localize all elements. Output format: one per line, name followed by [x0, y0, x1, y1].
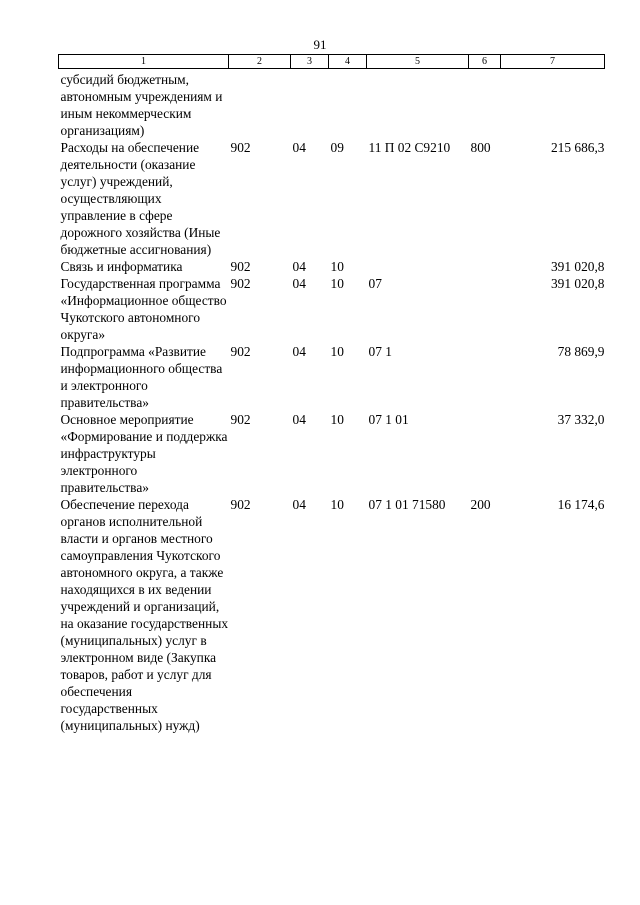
- row-section: 04: [292, 497, 306, 512]
- table-row: [59, 275, 605, 343]
- header-col-7: 7: [501, 55, 605, 69]
- header-row: [59, 55, 605, 69]
- header-col-6: 6: [469, 55, 501, 69]
- budget-table: [58, 54, 605, 734]
- row-ministry: 902: [230, 412, 251, 427]
- row-expense-type: [469, 343, 501, 411]
- row-ministry: 902: [230, 344, 251, 359]
- row-subsection: 09: [330, 140, 344, 155]
- row-section: 04: [292, 412, 306, 427]
- row-expense-type: [469, 258, 501, 275]
- row-subsection: 10: [330, 412, 344, 427]
- row-section: [291, 69, 329, 140]
- header-col-2: 2: [229, 55, 291, 69]
- table-row: [59, 343, 605, 411]
- row-ministry: 902: [230, 140, 251, 155]
- row-amount: 391 020,8: [550, 276, 605, 291]
- row-target: 07 1: [368, 344, 392, 359]
- row-target: 11 П 02 С9210: [368, 140, 451, 155]
- row-section: 04: [292, 344, 306, 359]
- row-expense-type: [469, 411, 501, 496]
- row-name: Основное мероприятие «Формирование и поддержка инфраструктуры электронного правительства»: [60, 412, 228, 495]
- row-subsection: 10: [330, 344, 344, 359]
- header-col-4: 4: [329, 55, 367, 69]
- row-expense-type: 200: [470, 497, 491, 512]
- row-name: Расходы на обеспечение деятельности (оказание услуг) учреждений, осуществляющих управление в сфере дорожного хозяйства (Иные бюджетные ассигнования): [60, 140, 221, 257]
- row-name: Государственная программа «Информационное общество Чукотского автономного округа»: [60, 276, 227, 342]
- table-row: [59, 411, 605, 496]
- header-col-5: 5: [367, 55, 469, 69]
- row-expense-type: 800: [470, 140, 491, 155]
- row-amount: [501, 69, 605, 140]
- row-target: [367, 69, 469, 140]
- header-col-3: 3: [291, 55, 329, 69]
- table-row: [59, 258, 605, 275]
- table-row: [59, 496, 605, 734]
- row-target: 07 1 01: [368, 412, 409, 427]
- row-target: 07: [368, 276, 382, 291]
- row-ministry: [229, 69, 291, 140]
- row-amount: 16 174,6: [557, 497, 605, 512]
- row-expense-type: [469, 69, 501, 140]
- row-target: [367, 258, 469, 275]
- row-subsection: [329, 69, 367, 140]
- row-ministry: 902: [230, 276, 251, 291]
- row-ministry: 902: [230, 497, 251, 512]
- row-section: 04: [292, 276, 306, 291]
- row-subsection: 10: [330, 276, 344, 291]
- row-name: субсидий бюджетным, автономным учреждениям и иным некоммерческим организациям): [60, 72, 223, 138]
- page-number: 91: [313, 37, 327, 52]
- row-section: 04: [292, 259, 306, 274]
- row-amount: 215 686,3: [550, 140, 605, 155]
- row-amount: 391 020,8: [550, 259, 605, 274]
- row-subsection: 10: [330, 497, 344, 512]
- row-name: Подпрограмма «Развитие информационного общества и электронного правительства»: [60, 344, 223, 410]
- row-amount: 37 332,0: [557, 412, 605, 427]
- row-target: 07 1 01 71580: [368, 497, 446, 512]
- row-expense-type: [469, 275, 501, 343]
- row-name: Связь и информатика: [60, 259, 183, 274]
- row-subsection: 10: [330, 259, 344, 274]
- row-name: Обеспечение перехода органов исполнительной власти и органов местного самоуправления Чукотского автономного округа, а также находящихся в их ведении учреждений и организаций, на оказание государственных (муниципальных) услуг в электронном виде (Закупка товаров, работ и услуг для обеспечения государственных (муниципальных) нужд): [60, 497, 229, 733]
- row-ministry: 902: [230, 259, 251, 274]
- table-row: [59, 139, 605, 258]
- table-row: [59, 69, 605, 140]
- header-col-1: 1: [59, 55, 229, 69]
- row-section: 04: [292, 140, 306, 155]
- row-amount: 78 869,9: [557, 344, 605, 359]
